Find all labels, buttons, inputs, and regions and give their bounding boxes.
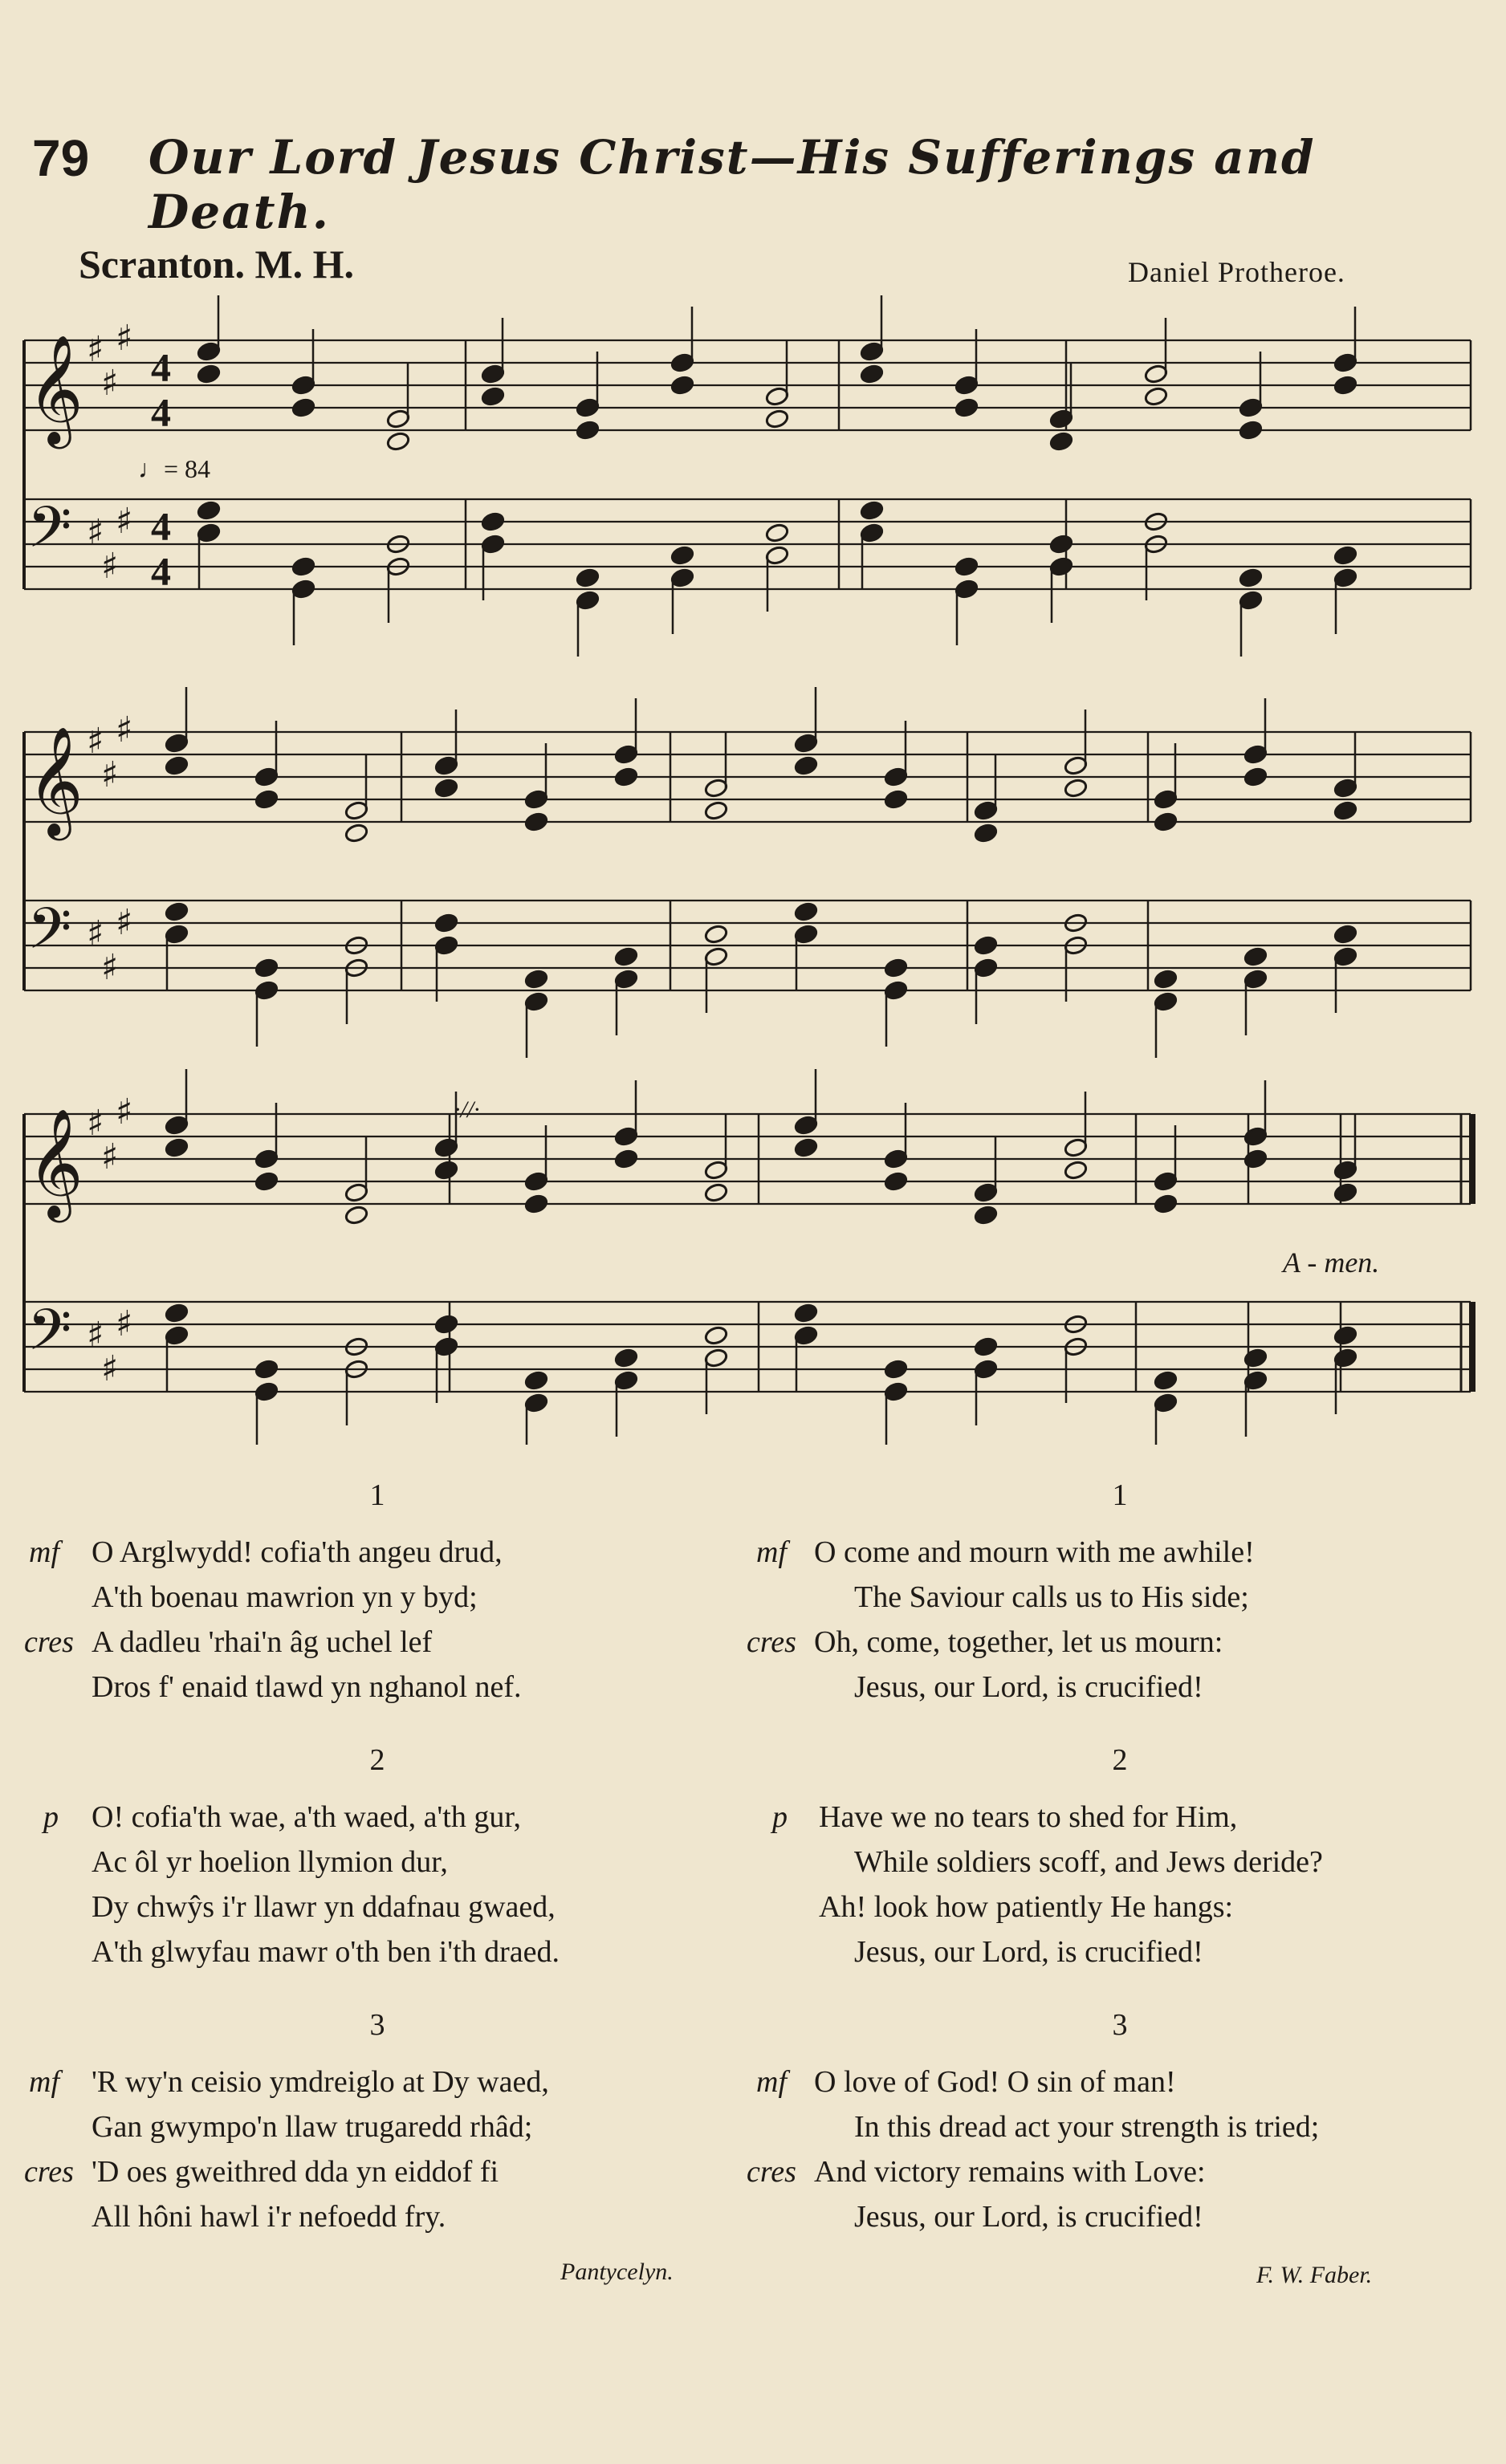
note-head (165, 1115, 189, 1136)
treble-clef-icon: 𝄞 (27, 332, 83, 444)
note-head (434, 778, 459, 799)
verse-line: Jesus, our Lord, is crucified! (854, 2200, 1203, 2234)
tune-name: Scranton. M. H. (79, 242, 355, 287)
note-head (670, 352, 695, 373)
english-verse (747, 1742, 1493, 1974)
note-head (1243, 946, 1268, 967)
note-head (974, 935, 999, 956)
note-head (434, 755, 459, 776)
note-head (386, 431, 411, 452)
note-head (670, 567, 695, 588)
sharp-icon: ♯ (101, 363, 119, 404)
verse-line: cres And victory remains with Love: (747, 2149, 1493, 2194)
note-head (197, 500, 222, 521)
dynamic-mark: mf (756, 1535, 787, 1569)
note-head (1333, 352, 1358, 373)
note-head (344, 800, 369, 821)
note-head (1154, 1193, 1178, 1214)
note-head (524, 1393, 549, 1413)
note-head (974, 800, 999, 821)
note-head (576, 397, 600, 418)
note-head (165, 901, 189, 922)
note-head (614, 1370, 639, 1391)
time-signature-bottom: 4 (151, 389, 171, 435)
dynamic-mark: p (43, 1800, 59, 1834)
note-head (1064, 1160, 1089, 1181)
time-signature-top: 4 (151, 344, 171, 390)
verse-line: A'th boenau mawrion yn y byd; (92, 1580, 478, 1614)
sharp-icon: ♯ (101, 1348, 119, 1389)
verse-line: In this dread act your strength is tried; (854, 2110, 1320, 2144)
note-head (197, 364, 222, 384)
sharp-icon: ♯ (101, 546, 119, 587)
note-head (1154, 991, 1178, 1012)
verse-number: 2 (369, 1743, 385, 1777)
note-head (197, 522, 222, 543)
note-head (165, 924, 189, 945)
note-head (884, 766, 909, 787)
tempo-mark: ♩= 84 (138, 454, 211, 483)
note-head (524, 1370, 549, 1391)
note-head (1333, 924, 1358, 945)
note-head (1333, 778, 1358, 799)
verse-line: Dros f' enaid tlawd yn nghanol nef. (92, 1670, 522, 1704)
note-head (614, 1348, 639, 1368)
note-head (794, 755, 819, 776)
note-head (614, 1149, 639, 1169)
note-head (765, 522, 790, 543)
note-head (954, 556, 979, 577)
note-head (1154, 969, 1178, 990)
note-head (765, 386, 790, 407)
dynamic-mark: p (772, 1800, 788, 1834)
note-head (254, 1381, 279, 1402)
note-head (794, 924, 819, 945)
treble-clef-icon: 𝄞 (27, 1106, 83, 1218)
note-head (165, 1303, 189, 1323)
note-head (1144, 364, 1169, 384)
note-head (291, 397, 316, 418)
note-head (524, 969, 549, 990)
note-head (344, 1182, 369, 1203)
verse-line: Ah! look how patiently He hangs: (819, 1890, 1234, 1924)
dynamic-mark: cres (24, 1625, 74, 1659)
hymn-number: 79 (32, 129, 90, 187)
dynamic-mark: cres (747, 1625, 796, 1659)
note-head (1243, 744, 1268, 765)
verse-line: cres Oh, come, together, let us mourn: (747, 1620, 1493, 1665)
note-head (974, 1359, 999, 1380)
note-head (704, 778, 729, 799)
note-head (1144, 386, 1169, 407)
note-head (1239, 590, 1264, 611)
note-head (576, 567, 600, 588)
note-head (1243, 1348, 1268, 1368)
note-head (704, 946, 729, 967)
note-head (481, 511, 506, 532)
note-head (794, 733, 819, 754)
note-head (165, 1325, 189, 1346)
verse-number: 1 (1112, 1478, 1128, 1512)
english-verses (747, 1477, 1493, 2271)
note-head (614, 969, 639, 990)
dynamic-mark: mf (29, 2065, 59, 2099)
hymn-title: Our Lord Jesus Christ—His Sufferings and Death. (149, 130, 1316, 239)
note-head (291, 556, 316, 577)
note-head (974, 1205, 999, 1226)
note-head (1154, 789, 1178, 810)
note-head (1154, 1171, 1178, 1192)
note-head (704, 1348, 729, 1368)
welsh-verse (24, 1742, 731, 1974)
note-head (524, 991, 549, 1012)
note-head (1049, 534, 1074, 555)
note-head (1239, 567, 1264, 588)
note-head (884, 1381, 909, 1402)
note-head (974, 1182, 999, 1203)
verse-line: Jesus, our Lord, is crucified! (854, 1670, 1203, 1704)
note-head (614, 766, 639, 787)
sharp-icon: ♯ (101, 1136, 119, 1177)
note-head (1333, 1325, 1358, 1346)
verse-line: mf O come and mourn with me awhile! (747, 1530, 1493, 1575)
note-head (524, 1193, 549, 1214)
note-head (254, 980, 279, 1001)
note-head (704, 1325, 729, 1346)
bass-clef-icon: 𝄢 (27, 1296, 72, 1377)
note-head (254, 766, 279, 787)
note-head (884, 958, 909, 978)
note-head (1333, 1182, 1358, 1203)
note-head (254, 1359, 279, 1380)
note-head (1333, 545, 1358, 566)
note-head (386, 409, 411, 429)
note-head (704, 1182, 729, 1203)
dynamic-mark: mf (756, 2065, 787, 2099)
note-head (291, 579, 316, 600)
verse-line: A'th glwyfau mawr o'th ben i'th draed. (92, 1935, 560, 1969)
note-head (434, 913, 459, 933)
sharp-icon: ♯ (87, 512, 104, 553)
note-head (1049, 409, 1074, 429)
note-head (1154, 1393, 1178, 1413)
verse-line: mf 'R wy'n ceisio ymdreiglo at Dy waed, (24, 2059, 731, 2104)
note-head (1333, 800, 1358, 821)
note-head (1333, 1160, 1358, 1181)
treble-clef-icon: 𝄞 (27, 724, 83, 836)
welsh-verse (24, 2007, 731, 2239)
verse-number: 1 (369, 1478, 385, 1512)
sharp-icon: ♯ (87, 721, 104, 762)
note-head (1064, 755, 1089, 776)
repeat-sign: ·//· (454, 1096, 480, 1123)
verse-line: cres 'D oes gweithred dda yn eiddof fi (24, 2149, 731, 2194)
verse-line: The Saviour calls us to His side; (854, 1580, 1249, 1614)
note-head (1049, 431, 1074, 452)
note-head (254, 789, 279, 810)
note-head (704, 1160, 729, 1181)
welsh-verses (24, 1477, 731, 2271)
note-head (670, 545, 695, 566)
note-head (614, 744, 639, 765)
note-head (1064, 778, 1089, 799)
note-head (1064, 1137, 1089, 1158)
note-head (1154, 1370, 1178, 1391)
note-head (765, 545, 790, 566)
note-head (1049, 556, 1074, 577)
note-head (614, 946, 639, 967)
note-head (254, 958, 279, 978)
verse-line: p O! cofia'th wae, a'th waed, a'th gur, (24, 1795, 731, 1840)
note-head (974, 1336, 999, 1357)
note-head (434, 1160, 459, 1181)
note-head (165, 1137, 189, 1158)
sharp-icon: ♯ (87, 329, 104, 370)
note-head (434, 1336, 459, 1357)
sharp-icon: ♯ (116, 1092, 133, 1132)
english-author: F. W. Faber. (1256, 2262, 1373, 2288)
note-head (254, 1171, 279, 1192)
note-head (860, 364, 885, 384)
note-head (884, 1359, 909, 1380)
welsh-verse (24, 1477, 731, 1710)
sharp-icon: ♯ (116, 1303, 133, 1344)
note-head (1333, 567, 1358, 588)
note-head (704, 800, 729, 821)
dynamic-mark: mf (29, 1535, 59, 1569)
verse-number: 3 (1112, 2008, 1128, 2042)
note-head (884, 789, 909, 810)
note-head (524, 1171, 549, 1192)
note-head (860, 500, 885, 521)
sharp-icon: ♯ (116, 710, 133, 750)
note-head (481, 534, 506, 555)
note-head (974, 958, 999, 978)
verse-line: Gan gwympo'n llaw trugaredd rhâd; (92, 2110, 533, 2144)
sharp-icon: ♯ (116, 318, 133, 359)
note-head (481, 386, 506, 407)
bass-clef-icon: 𝄢 (27, 494, 72, 575)
note-head (1333, 375, 1358, 396)
note-head (1239, 397, 1264, 418)
verse-line: Dy chwŷs i'r llawr yn ddafnau gwaed, (92, 1890, 556, 1924)
verse-line: Jesus, our Lord, is crucified! (854, 1935, 1203, 1969)
note-head (344, 1205, 369, 1226)
time-signature-top: 4 (151, 503, 171, 549)
note-head (704, 924, 729, 945)
note-head (1243, 1370, 1268, 1391)
verse-line: p Have we no tears to shed for Him, (747, 1795, 1493, 1840)
sharp-icon: ♯ (101, 754, 119, 795)
note-head (344, 823, 369, 844)
verse-line: Ac ôl yr hoelion llymion dur, (92, 1845, 448, 1879)
dynamic-mark: cres (747, 2155, 796, 2189)
sharp-icon: ♯ (116, 501, 133, 542)
note-head (434, 1137, 459, 1158)
verse-number: 2 (1112, 1743, 1128, 1777)
note-head (794, 1137, 819, 1158)
note-head (614, 1126, 639, 1147)
note-head (794, 1115, 819, 1136)
note-head (1243, 766, 1268, 787)
note-head (254, 1149, 279, 1169)
note-head (1243, 1149, 1268, 1169)
sharp-icon: ♯ (87, 1103, 104, 1144)
note-head (884, 1171, 909, 1192)
note-head (794, 1303, 819, 1323)
note-head (576, 420, 600, 441)
note-head (1239, 420, 1264, 441)
note-head (1333, 946, 1358, 967)
note-head (884, 1149, 909, 1169)
verse-line: mf O love of God! O sin of man! (747, 2059, 1493, 2104)
note-head (954, 579, 979, 600)
note-head (197, 341, 222, 362)
note-head (1333, 1348, 1358, 1368)
time-signature-bottom: 4 (151, 548, 171, 594)
english-verse (747, 1477, 1493, 1710)
note-head (860, 341, 885, 362)
sharp-icon: ♯ (87, 913, 104, 954)
note-head (1243, 969, 1268, 990)
note-head (670, 375, 695, 396)
note-head (524, 811, 549, 832)
note-head (1154, 811, 1178, 832)
note-head (165, 733, 189, 754)
note-head (165, 755, 189, 776)
note-head (524, 789, 549, 810)
english-verse (747, 2007, 1493, 2239)
welsh-author: Pantycelyn. (560, 2259, 674, 2285)
verse-number: 3 (369, 2008, 385, 2042)
note-head (765, 409, 790, 429)
note-head (434, 1314, 459, 1335)
sharp-icon: ♯ (116, 902, 133, 943)
note-head (884, 980, 909, 1001)
note-head (794, 1325, 819, 1346)
note-head (434, 935, 459, 956)
amen-lyric: A - men. (1283, 1246, 1380, 1279)
note-head (291, 375, 316, 396)
note-head (974, 823, 999, 844)
note-head (954, 397, 979, 418)
note-head (860, 522, 885, 543)
note-head (794, 901, 819, 922)
verse-line: cres A dadleu 'rhai'n âg uchel lef (24, 1620, 731, 1665)
bass-clef-icon: 𝄢 (27, 895, 72, 976)
verse-line: mf O Arglwydd! cofia'th angeu drud, (24, 1530, 731, 1575)
verse-line: All hôni hawl i'r nefoedd fry. (92, 2200, 446, 2234)
composer: Daniel Protheroe. (1128, 256, 1345, 288)
note-head (1243, 1126, 1268, 1147)
sharp-icon: ♯ (101, 947, 119, 988)
note-head (576, 590, 600, 611)
verse-line: While soldiers scoff, and Jews deride? (854, 1845, 1323, 1879)
sharp-icon: ♯ (87, 1315, 104, 1356)
dynamic-mark: cres (24, 2155, 74, 2189)
note-head (481, 364, 506, 384)
note-head (954, 375, 979, 396)
